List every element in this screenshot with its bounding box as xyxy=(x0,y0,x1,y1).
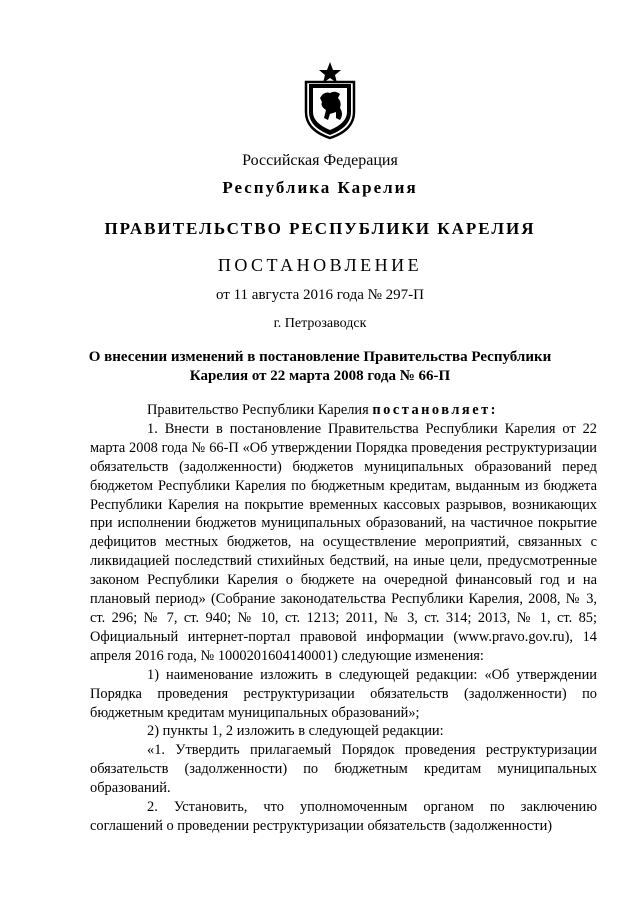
document-subject xyxy=(0,348,640,386)
government-name: ПРАВИТЕЛЬСТВО РЕСПУБЛИКИ КАРЕЛИЯ xyxy=(104,219,536,238)
paragraph-4: «1. Утвердить прилагаемый Порядок проведения реструктуризации обязательств (задолженности) по бюджетным кредитам муниципальных образований. xyxy=(90,742,597,797)
subject-line-1: О внесении изменений в постановление Правительства Республики xyxy=(88,349,552,365)
intro-keyword: постановляет: xyxy=(372,402,498,418)
document-type: ПОСТАНОВЛЕНИЕ xyxy=(217,255,423,275)
republic-name: Республика Карелия xyxy=(222,178,418,197)
paragraph-2: 1) наименование изложить в следующей редакции: «Об утверждении Порядка проведения реструктуризации обязательств (задолженности) по бюджетным кредитам муниципальных образований»; xyxy=(90,666,597,721)
document-body xyxy=(90,401,597,836)
date-number: от 11 августа 2016 года № 297-П xyxy=(215,287,425,303)
paragraph-5: 2. Установить, что уполномоченным органом по заключению соглашений о проведении реструктуризации обязательств (задолженности) xyxy=(90,799,597,834)
intro-text: Правительство Республики Карелия xyxy=(147,402,373,418)
subject-line-2: Карелия от 22 марта 2008 года № 66-П xyxy=(189,368,451,384)
paragraph-3: 2) пункты 1, 2 изложить в следующей редакции: xyxy=(147,723,444,740)
intro-paragraph xyxy=(90,401,597,420)
country-name: Российская Федерация xyxy=(242,152,398,169)
city: г. Петрозаводск xyxy=(273,316,367,331)
paragraph-1: 1. Внести в постановление Правительства Республики Карелия от 22 марта 2008 года № 66-П «Об утверждении Порядка проведения реструктуризации обязательств (задолженности) бюджетов муниципальных образований перед бюджетом Республики Карелия по бюджетным кредитам, выданным из бюджета Республики Карелия на покрытие временных кассовых разрывов, возникающих при исполнении бюджетов муниципальных образований, на частичное покрытие дефицитов местных бюджетов, на осуществление мероприятий, связанных с ликвидацией последствий стихийных бедствий, на иные цели, предусмотренные законом Республики Карелия о бюджете на очередной финансовый год и на плановый период» (Собрание законодательства Республики Карелия, 2008, № 3, ст. 296; № 7, ст. 940; № 10, ст. 1213; 2011, № 3, ст. 314; 2013, № 1, ст. 85; Официальный интернет-портал правовой информации (www.pravo.gov.ru), 14 апреля 2016 года, № 1000201604140001) следующие изменения: xyxy=(90,420,597,664)
coat-of-arms-of-karelia-icon xyxy=(300,60,360,140)
